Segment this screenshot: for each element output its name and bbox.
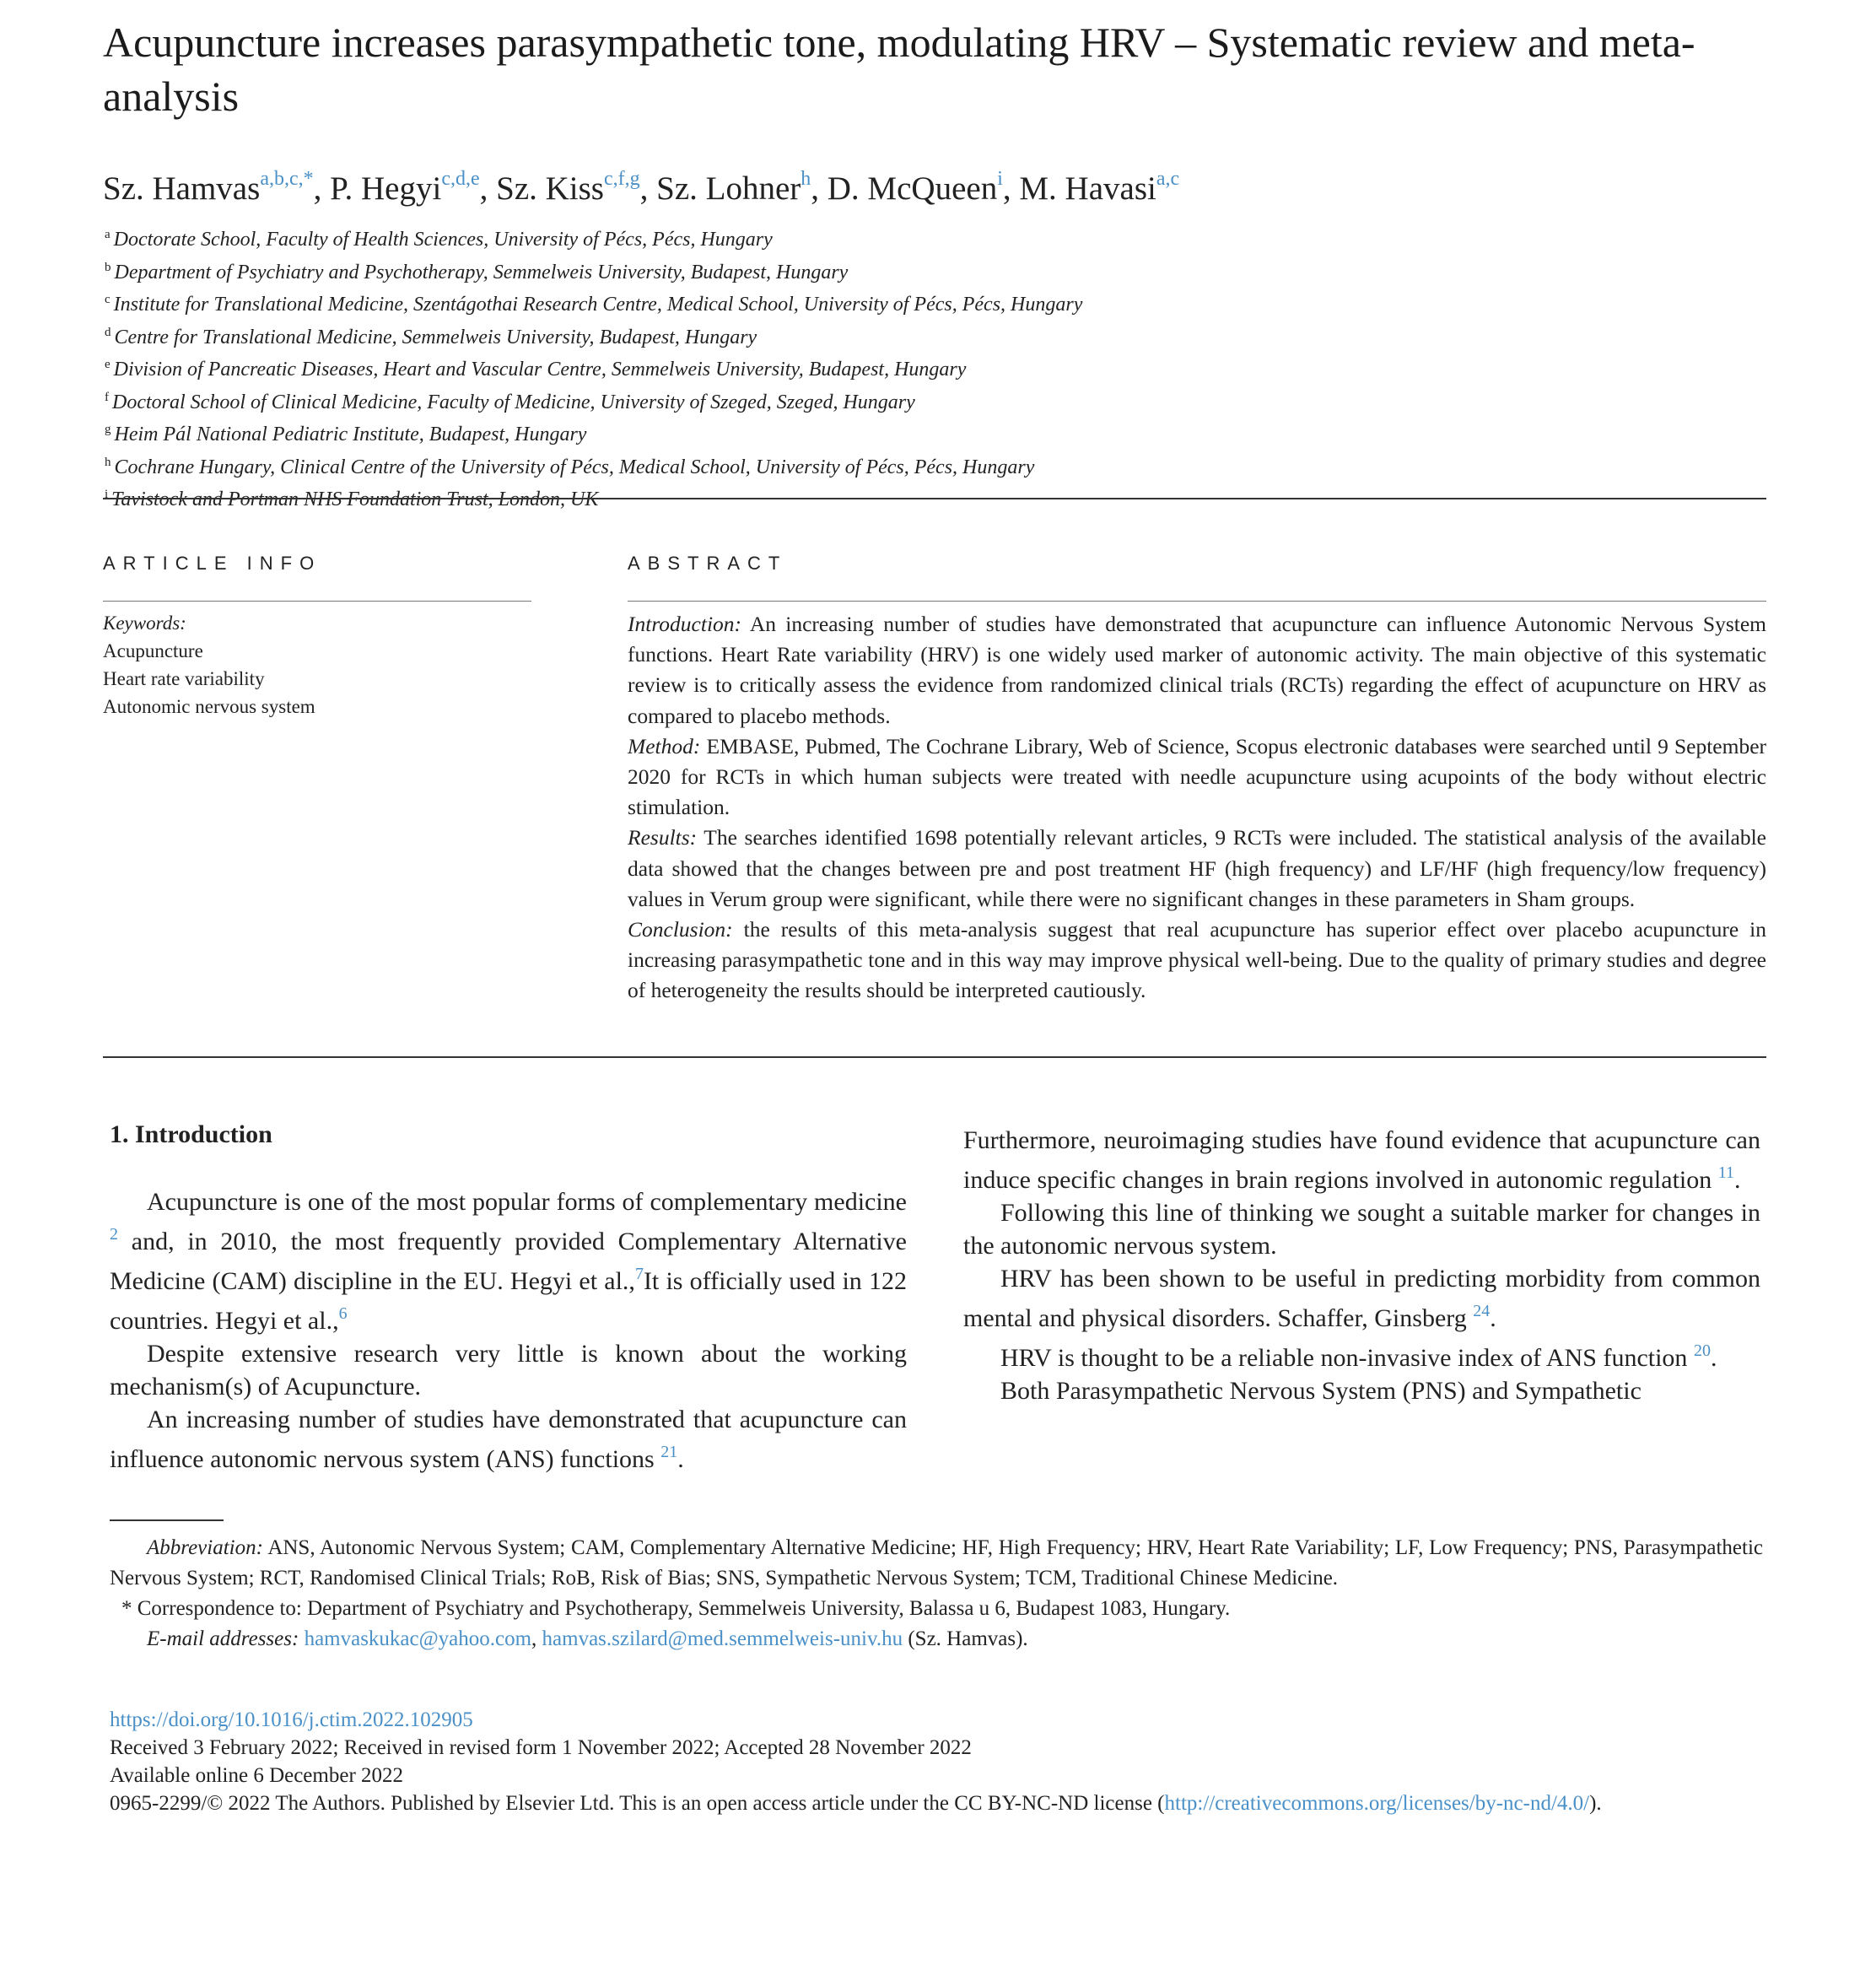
author [496,170,640,207]
author-affiliation-marks[interactable]: c,f,g [603,168,640,190]
affiliation-text: Department of Psychiatry and Psychotherapy, Semmelweis University, Budapest, Hungary [114,261,849,283]
correspondence-text: * Correspondence to: Department of Psychiatry and Psychotherapy, Semmelweis University, Balassa u 6, Budapest 1083, Hungary. [121,1597,1231,1620]
body-paragraph [963,1196,1760,1262]
article-info-label: ARTICLE INFO [103,553,322,574]
abstract-section-label: Introduction: [628,612,742,636]
citation-ref[interactable]: 2 [110,1225,118,1244]
body-text: HRV has been shown to be useful in predicting morbidity from common mental and physical disorders. Schaffer, Ginsberg [963,1265,1760,1332]
abbreviation-footnote [110,1533,1763,1594]
affiliation-text: Institute for Translational Medicine, Szentágothai Research Centre, Medical School, University of Pécs, Pécs, Hungary [113,294,1083,316]
citation-ref[interactable]: 6 [338,1304,348,1323]
body-paragraph [110,1403,907,1476]
abstract-body [628,609,1766,1007]
article-title: Acupuncture increases parasympathetic tone, modulating HRV – Systematic review and meta-analysis [103,19,1695,120]
affiliation [105,254,1707,287]
abstract-section-label: Method: [628,733,701,758]
affiliation-list [105,221,1707,514]
citation-ref[interactable]: 21 [660,1443,678,1461]
affiliation [105,384,1707,417]
abstract-section-text: the results of this meta-analysis suggest that real acupuncture has superior effect over placebo acupuncture in increasing parasympathetic tone and in this way may improve physical well-being. Due to the quality of primary studies and degree of heterogeneity the results should be interpreted cautiously. [628,917,1766,1003]
affiliation [105,351,1707,384]
email-label: E-mail addresses: [147,1627,299,1650]
body-text: HRV is thought to be a reliable non-invasive index of ANS function [1000,1344,1694,1372]
author [827,170,1003,207]
body-text: Following this line of thinking we sought a suitable marker for changes in the autonomic nervous system. [963,1199,1760,1260]
affiliation-key: d [105,325,111,339]
body-text: An increasing number of studies have demonstrated that acupuncture can influence autonomic nervous system (ANS) functions [110,1406,907,1473]
body-text: and, in 2010, the most frequently provided Complementary Alternative Medicine (CAM) discipline in the EU. Hegyi et al., [110,1228,907,1295]
body-paragraph [963,1124,1760,1196]
body-paragraph [963,1262,1760,1335]
author-affiliation-marks[interactable]: a,b,c,* [260,168,314,190]
author-name: Sz. Kiss [496,170,604,207]
keywords-block [103,609,542,721]
abstract-divider [628,601,1766,602]
affiliation-text: Doctorate School, Faculty of Health Sciences, University of Pécs, Pécs, Hungary [113,229,773,251]
footnote-rule [110,1519,224,1521]
abstract-section-text: An increasing number of studies have demonstrated that acupuncture can influence Autonomic Nervous System functions. Heart Rate variability (HRV) is one widely used marker of autonomic activity. The main objective of this systematic review is to critically assess the evidence from randomized clinical trials (RCTs) regarding the effect of acupuncture on HRV as compared to placebo methods. [628,612,1766,728]
body-paragraph [963,1374,1760,1407]
keyword-item[interactable]: Heart rate variability [103,668,265,689]
abstract-label: ABSTRACT [628,553,788,574]
keyword-item[interactable]: Acupuncture [103,640,203,661]
article-metadata [110,1706,1763,1817]
citation-ref[interactable]: 24 [1473,1302,1491,1320]
available-online: Available online 6 December 2022 [110,1764,404,1787]
keywords-title: Keywords: [103,613,186,634]
abstract-bottom-divider [103,1056,1766,1058]
license-statement [110,1789,1763,1817]
email-footnote: E-mail addresses: hamvaskukac@yahoo.com, hamvas.szilard@med.semmelweis-univ.hu (Sz. Hamvas). [147,1627,1028,1650]
affiliation-key: c [105,293,111,306]
abbreviation-label: Abbreviation: [147,1536,263,1559]
body-paragraph [110,1337,907,1403]
email-link[interactable]: hamvas.szilard@med.semmelweis-univ.hu [542,1627,903,1650]
email-link[interactable]: hamvaskukac@yahoo.com [304,1627,532,1650]
abstract-paragraph [628,915,1766,1007]
body-text: . [1490,1304,1496,1332]
author [330,170,480,207]
affiliation-text: Heim Pál National Pediatric Institute, Budapest, Hungary [114,424,587,445]
body-paragraph [963,1335,1760,1374]
doi-link[interactable]: https://doi.org/10.1016/j.ctim.2022.102905 [110,1708,473,1731]
section-heading-introduction: 1. Introduction [110,1120,272,1148]
author-name: M. Havasi [1019,170,1156,207]
received-dates: Received 3 February 2022; Received in revised form 1 November 2022; Accepted 28 November 2022 [110,1736,972,1759]
intro-right-column [963,1124,1760,1407]
affiliation-text: Doctoral School of Clinical Medicine, Faculty of Medicine, University of Szeged, Szeged, Hungary [112,391,915,413]
affiliation-text: Division of Pancreatic Diseases, Heart and Vascular Centre, Semmelweis University, Budapest, Hungary [113,359,967,381]
correspondence-footnote [110,1594,1763,1624]
body-text: Acupuncture is one of the most popular forms of complementary medicine [147,1188,907,1216]
abstract-paragraph [628,731,1766,823]
citation-ref[interactable]: 7 [634,1265,644,1283]
intro-left-column [110,1185,907,1476]
affiliation [105,449,1707,482]
affiliation-text: Tavistock and Portman NHS Foundation Trust, London, UK [111,488,599,510]
affiliation-key: h [105,455,111,469]
affiliation-text: Centre for Translational Medicine, Semmelweis University, Budapest, Hungary [114,326,757,348]
author-affiliation-marks[interactable]: c,d,e [441,168,480,190]
author-affiliation-marks[interactable]: i [997,168,1003,190]
body-text: It is officially used in 122 countries. Hegyi et al., [110,1267,907,1335]
license-link[interactable]: http://creativecommons.org/licenses/by-nc-nd/4.0/ [1164,1792,1590,1815]
author-affiliation-marks[interactable]: h [801,168,811,190]
abstract-paragraph [628,823,1766,915]
affiliation-key: a [105,228,111,241]
affiliation-key: f [105,390,109,404]
body-text: Despite extensive research very little is known about the working mechanism(s) of Acupuncture. [110,1340,907,1401]
keyword-item[interactable]: Autonomic nervous system [103,696,315,717]
affiliation-key: g [105,423,111,436]
author [103,170,314,207]
author-name: Sz. Hamvas [103,170,261,207]
abbreviation-text: ANS, Autonomic Nervous System; CAM, Complementary Alternative Medicine; HF, High Frequency; HRV, Heart Rate Variability; LF, Low Frequency; PNS, Parasympathetic Nervous System; RCT, Randomised Clinical Trials; RoB, Risk of Bias; SNS, Sympathetic Nervous System; TCM, Traditional Chinese Medicine. [110,1536,1763,1589]
author [1019,170,1179,207]
author-name: P. Hegyi [330,170,442,207]
abstract-paragraph [628,609,1766,731]
footnotes [110,1533,1763,1654]
author-name: D. McQueen [827,170,998,207]
body-text: . [1710,1344,1717,1372]
affiliation-text: Cochrane Hungary, Clinical Centre of the University of Pécs, Medical School, University of Pécs, Pécs, Hungary [114,456,1035,478]
body-paragraph [110,1185,907,1337]
license-text: ). [1589,1792,1602,1815]
affiliation-key: b [105,260,111,274]
license-text: 0965-2299/© 2022 The Authors. Published by Elsevier Ltd. This is an open access article under the CC BY-NC-ND license ( [110,1792,1165,1815]
affiliation-key: e [105,358,111,371]
email-suffix: (Sz. Hamvas). [908,1627,1028,1650]
author-list: Sz. Hamvas$^{a,b,c,*}$, P. Hegyi$^{c,d,e}$, Sz. Kiss$^{c,f,g}$, Sz. Lohner$^h$, D. McQueen$^i$, M. Havasi$^{a,c}$ [103,168,1180,207]
abstract-section-label: Conclusion: [628,917,733,942]
body-text: . [677,1445,684,1473]
abstract-section-text: EMBASE, Pubmed, The Cochrane Library, Web of Science, Scopus electronic databases were searched until 9 September 2020 for RCTs in which human subjects were treated with needle acupuncture using acupoints of the body without electric stimulation. [628,733,1767,820]
abstract-section-label: Results: [628,825,698,850]
article-info-divider [103,601,531,602]
citation-ref[interactable]: 20 [1693,1341,1711,1360]
affiliation [105,286,1707,319]
author-affiliation-marks[interactable]: a,c [1156,168,1180,190]
author [656,170,811,207]
affiliation [105,319,1707,352]
affiliation-key: i [105,488,109,501]
affiliation [105,416,1707,449]
body-text: Furthermore, neuroimaging studies have found evidence that acupuncture can induce specific changes in brain regions involved in autonomic regulation [963,1126,1760,1194]
header-divider [103,498,1766,499]
author-name: Sz. Lohner [656,170,801,207]
body-text: Both Parasympathetic Nervous System (PNS) and Sympathetic [1000,1377,1642,1405]
affiliation [105,221,1707,254]
citation-ref[interactable]: 11 [1717,1163,1735,1182]
body-text: . [1734,1166,1741,1194]
abstract-section-text: The searches identified 1698 potentially relevant articles, 9 RCTs were included. The statistical analysis of the available data showed that the changes between pre and post treatment HF (high frequency) and LF/HF (high frequency/low frequency) values in Verum group were significant, while there were no significant changes in these parameters in Sham groups. [628,825,1766,911]
